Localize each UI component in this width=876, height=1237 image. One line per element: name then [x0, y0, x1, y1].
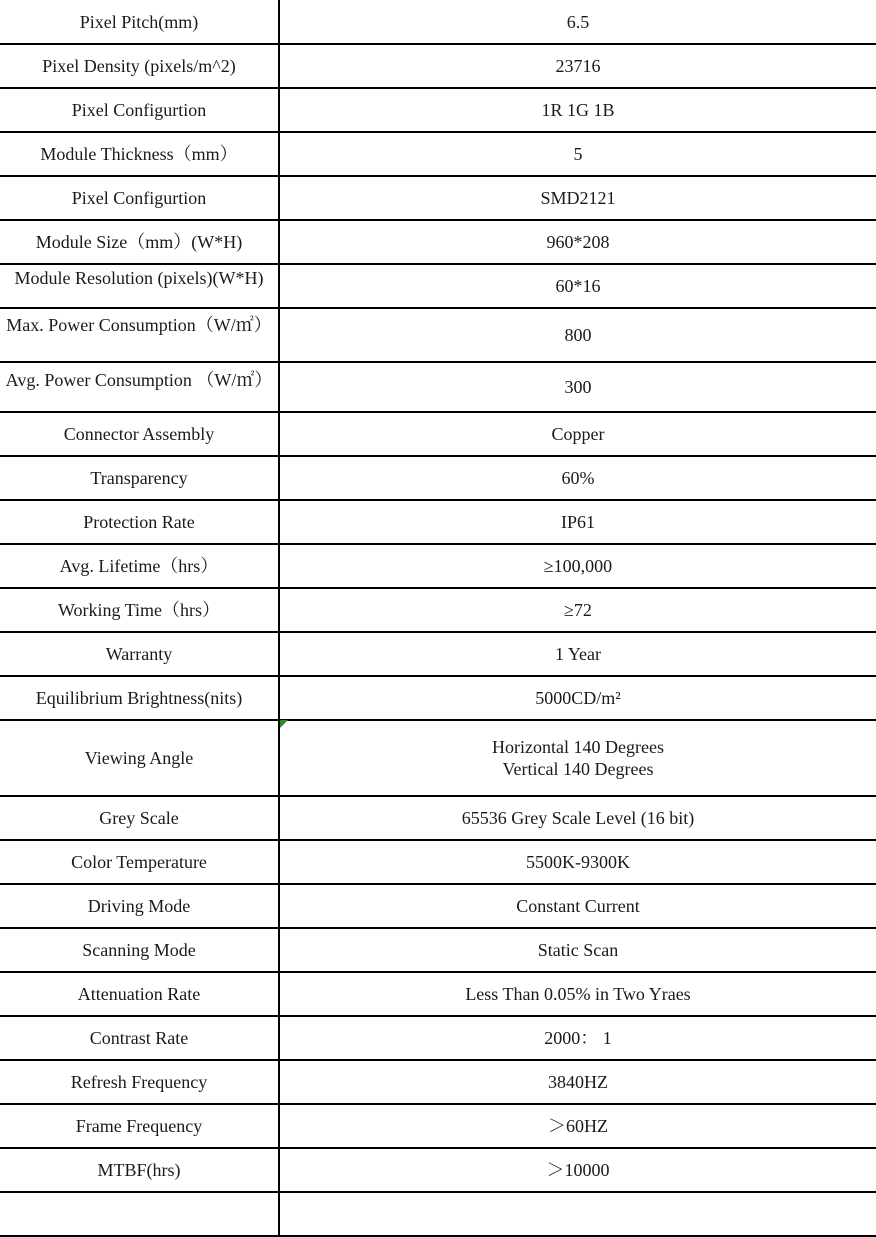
spec-value-line: Vertical 140 Degrees	[502, 759, 654, 779]
spec-label: Grey Scale	[0, 796, 279, 840]
table-row	[0, 88, 876, 132]
table-row	[0, 0, 876, 44]
spec-value: SMD2121	[279, 176, 876, 220]
spec-label: Working Time（hrs）	[0, 588, 279, 632]
spec-value: Less Than 0.05% in Two Yraes	[279, 972, 876, 1016]
spec-label: Avg. Lifetime（hrs）	[0, 544, 279, 588]
table-row	[0, 456, 876, 500]
table-row	[0, 264, 876, 308]
table-row	[0, 1104, 876, 1148]
table-row	[0, 1192, 876, 1236]
table-row	[0, 220, 876, 264]
spec-label: MTBF(hrs)	[0, 1148, 279, 1192]
spec-label	[0, 1192, 279, 1236]
table-row	[0, 362, 876, 412]
spec-value: 6.5	[279, 0, 876, 44]
table-row	[0, 928, 876, 972]
table-row	[0, 176, 876, 220]
spec-label: Contrast Rate	[0, 1016, 279, 1060]
spec-label: Transparency	[0, 456, 279, 500]
spec-label: Connector Assembly	[0, 412, 279, 456]
spec-value: Static Scan	[279, 928, 876, 972]
spec-label: Equilibrium Brightness(nits)	[0, 676, 279, 720]
spec-value: 23716	[279, 44, 876, 88]
cell-comment-marker	[280, 720, 288, 728]
spec-value: 5500K-9300K	[279, 840, 876, 884]
spec-label: Refresh Frequency	[0, 1060, 279, 1104]
spec-value: 960*208	[279, 220, 876, 264]
spec-value: Copper	[279, 412, 876, 456]
spec-value: ＞10000	[279, 1148, 876, 1192]
table-row	[0, 500, 876, 544]
table-row	[0, 796, 876, 840]
table-row	[0, 972, 876, 1016]
spec-value: 1 Year	[279, 632, 876, 676]
spec-value: 800	[279, 308, 876, 362]
spec-label: Module Thickness（mm）	[0, 132, 279, 176]
table-row	[0, 308, 876, 362]
spec-label: Scanning Mode	[0, 928, 279, 972]
spec-label: Pixel Configurtion	[0, 176, 279, 220]
spec-label	[0, 362, 279, 412]
spec-label: Module Size（mm）(W*H)	[0, 220, 279, 264]
table-row	[0, 588, 876, 632]
spec-label: Protection Rate	[0, 500, 279, 544]
spec-value: 3840HZ	[279, 1060, 876, 1104]
spec-value: 300	[279, 362, 876, 412]
table-row	[0, 1148, 876, 1192]
spec-label	[0, 264, 279, 308]
spec-value	[279, 720, 876, 796]
spec-value-line: Horizontal 140 Degrees	[492, 737, 664, 757]
table-row	[0, 1060, 876, 1104]
table-row	[0, 720, 876, 796]
spec-value: 60*16	[279, 264, 876, 308]
spec-label: Viewing Angle	[0, 720, 279, 796]
spec-label: Driving Mode	[0, 884, 279, 928]
spec-value: IP61	[279, 500, 876, 544]
spec-label	[0, 308, 279, 362]
spec-value: 5	[279, 132, 876, 176]
spec-label: Pixel Density (pixels/m^2)	[0, 44, 279, 88]
table-row	[0, 1016, 876, 1060]
spec-label: Pixel Pitch(mm)	[0, 0, 279, 44]
table-row	[0, 44, 876, 88]
spec-label: Attenuation Rate	[0, 972, 279, 1016]
spec-value: 5000CD/m²	[279, 676, 876, 720]
spec-value: 60%	[279, 456, 876, 500]
table-row	[0, 544, 876, 588]
spec-value: ≥72	[279, 588, 876, 632]
spec-label: Frame Frequency	[0, 1104, 279, 1148]
spec-value: 1R 1G 1B	[279, 88, 876, 132]
spec-label: Color Temperature	[0, 840, 279, 884]
table-row	[0, 840, 876, 884]
spec-value: ≥100,000	[279, 544, 876, 588]
table-row	[0, 412, 876, 456]
spec-value: 65536 Grey Scale Level (16 bit)	[279, 796, 876, 840]
spec-value	[279, 1192, 876, 1236]
table-row	[0, 884, 876, 928]
spec-label: Warranty	[0, 632, 279, 676]
spec-label: Pixel Configurtion	[0, 88, 279, 132]
table-row	[0, 132, 876, 176]
spec-value: ＞60HZ	[279, 1104, 876, 1148]
spec-label-text: Module Resolution (pixels)(W*H)	[14, 268, 264, 288]
table-row	[0, 632, 876, 676]
spec-value: Constant Current	[279, 884, 876, 928]
spec-value: 2000： 1	[279, 1016, 876, 1060]
table-row	[0, 676, 876, 720]
spec-label-text: Avg. Power Consumption （W/㎡）	[5, 370, 273, 390]
spec-label-text: Max. Power Consumption（W/㎡）	[6, 315, 272, 335]
